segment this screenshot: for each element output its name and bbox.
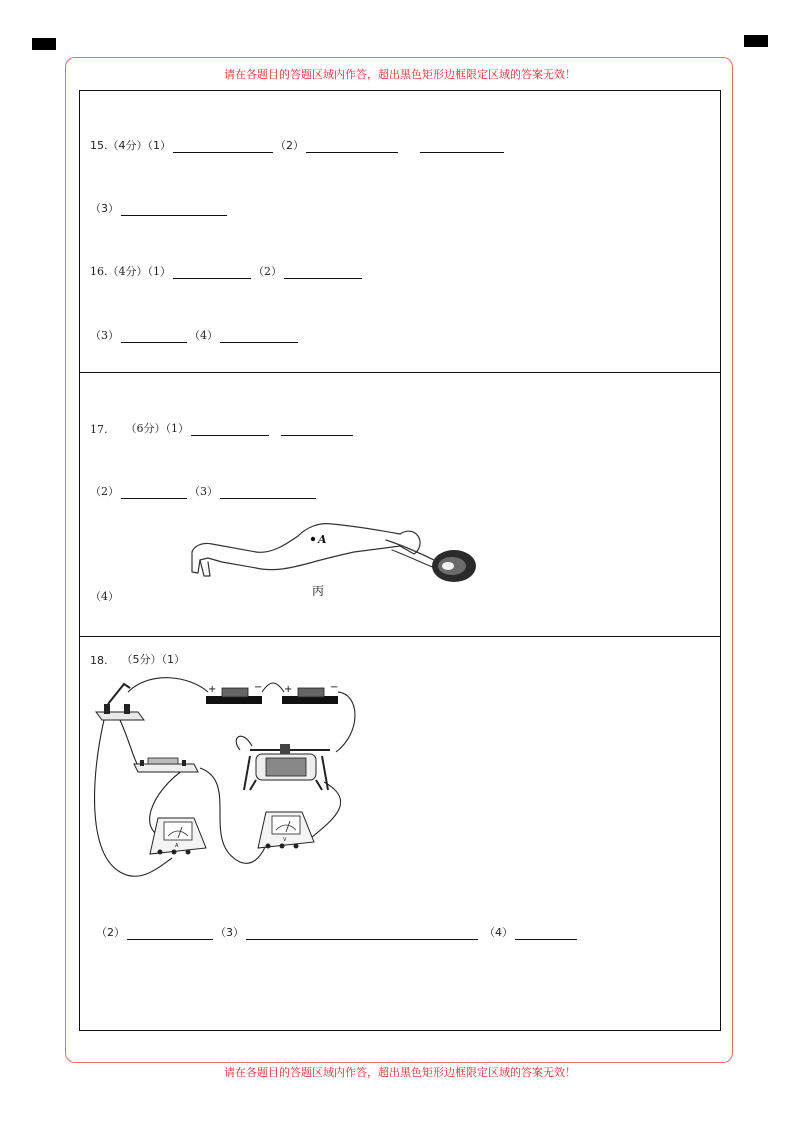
registration-mark-left [32, 38, 56, 50]
voltmeter-icon [258, 812, 314, 849]
q18-label: 18. [90, 654, 108, 667]
q16-answer-3[interactable] [121, 330, 187, 343]
q16-label: 16.（4分）（1） [90, 265, 171, 278]
q16-answer-1[interactable] [173, 266, 251, 279]
q17-answer-3[interactable] [220, 486, 316, 499]
q17-ab-roller-figure[interactable] [186, 516, 486, 606]
q16-row1 [90, 263, 364, 279]
q17-answer-2[interactable] [121, 486, 187, 499]
q15-part2-label: （2） [275, 139, 304, 152]
q18-circuit-diagram[interactable] [90, 672, 370, 882]
q15-answer-2b[interactable] [420, 140, 504, 153]
q18-answer-4[interactable] [515, 927, 577, 940]
q17-part4-label: （4） [90, 590, 119, 603]
q17-row3 [90, 588, 119, 604]
battery-icon [282, 682, 338, 704]
q17-answer-1b[interactable] [281, 423, 353, 436]
rheostat-icon [244, 744, 330, 790]
q18-answer-2[interactable] [127, 927, 213, 940]
notice-top: 请在各题目的答题区域内作答，超出黑色矩形边框限定区域的答案无效！ [224, 68, 576, 81]
resistor-icon [134, 758, 198, 772]
q18-answer-3[interactable] [246, 927, 478, 940]
q18-part3-label: （3） [215, 926, 244, 939]
q15-answer-2a[interactable] [306, 140, 398, 153]
q18-part2-label: （2） [96, 926, 125, 939]
q17-score: （6分）（1） [125, 422, 189, 435]
q16-part2-label: （2） [253, 265, 282, 278]
q15-part3-label: （3） [90, 202, 119, 215]
q17-part3-label: （3） [189, 485, 218, 498]
q18-row2 [96, 924, 579, 940]
q15-row2 [90, 200, 229, 216]
q18-score: （5分）（1） [121, 653, 185, 666]
q15-label: 15.（4分）（1） [90, 139, 171, 152]
section-divider [79, 636, 721, 637]
q16-answer-4[interactable] [220, 330, 298, 343]
registration-mark-right [744, 35, 768, 47]
notice-bottom: 请在各题目的答题区域内作答，超出黑色矩形边框限定区域的答案无效！ [224, 1066, 576, 1079]
ab-wheel-icon [432, 550, 476, 582]
svg-text:+: + [208, 684, 217, 695]
knife-switch-icon [96, 684, 144, 720]
battery-icon [206, 682, 262, 704]
q15-answer-1[interactable] [173, 140, 273, 153]
ammeter-icon [150, 818, 206, 855]
q16-answer-2[interactable] [284, 266, 362, 279]
svg-text:−: − [330, 682, 339, 693]
q17-label: 17. [90, 423, 108, 436]
svg-text:−: − [254, 682, 263, 693]
q16-row2 [90, 327, 300, 343]
svg-text:A: A [175, 843, 179, 849]
q17-row1 [90, 420, 355, 436]
q18-part4-label: （4） [484, 926, 513, 939]
q16-part4-label: （4） [189, 329, 218, 342]
q16-part3-label: （3） [90, 329, 119, 342]
q15-row1 [90, 137, 506, 153]
q15-answer-3[interactable] [121, 203, 227, 216]
q17-part2-label: （2） [90, 485, 119, 498]
section-divider [79, 372, 721, 373]
point-a-label: A [318, 533, 327, 546]
svg-text:V: V [283, 837, 287, 843]
figure-caption: 丙 [312, 584, 325, 598]
point-a-marker [311, 537, 315, 541]
q18-row1 [90, 651, 185, 667]
q17-answer-1a[interactable] [191, 423, 269, 436]
svg-text:+: + [284, 684, 293, 695]
q17-row2 [90, 483, 318, 499]
